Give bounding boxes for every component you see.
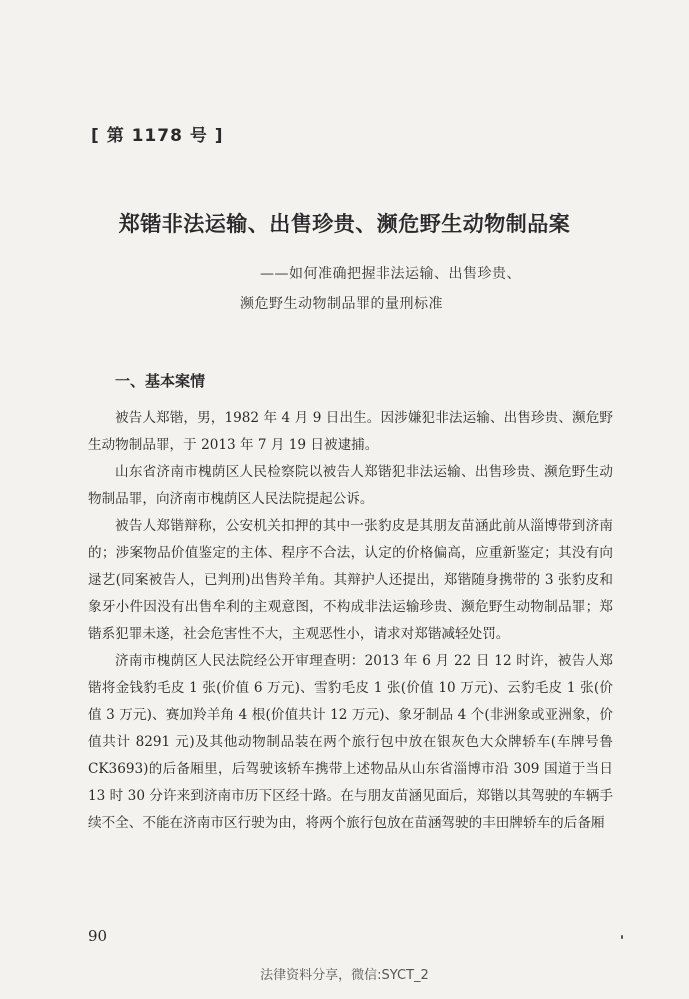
- case-number: [ 第 1178 号 ]: [91, 126, 224, 146]
- subtitle-line-2: 濒危野生动物制品罪的量刑标准: [240, 296, 443, 312]
- section-heading: 一、基本案情: [115, 372, 206, 390]
- paragraph: 被告人郑锴辩称，公安机关扣押的其中一张豹皮是其朋友苗涵此前从淄博带到济南的；涉案物品价值鉴定的主体、程序不合法，认定的价格偏高，应重新鉴定；其没有向逯艺(同案被告人，已判刑)出售羚羊角。其辩护人还提出，郑锴随身携带的 3 张豹皮和象牙小件因没有出售牟利的主观意图，不构成非法运输珍贵、濒危野生动物制品罪；郑锴系犯罪未遂，社会危害性不大，主观恶性小，请求对郑锴减轻处罚。: [88, 518, 613, 642]
- paragraph: 山东省济南市槐荫区人民检察院以被告人郑锴犯非法运输、出售珍贵、濒危野生动物制品罪，向济南市槐荫区人民法院提起公诉。: [88, 464, 613, 507]
- body-text: [88, 405, 613, 837]
- subtitle-line-1: ——如何准确把握非法运输、出售珍贵、: [260, 266, 521, 282]
- paragraph: 被告人郑锴，男，1982 年 4 月 9 日出生。因涉嫌犯非法运输、出售珍贵、濒危野生动物制品罪，于 2013 年 7 月 19 日被逮捕。: [88, 410, 613, 453]
- scan-speck: [621, 935, 623, 939]
- case-title: 郑锴非法运输、出售珍贵、濒危野生动物制品案: [118, 212, 571, 236]
- page-number: 90: [88, 927, 108, 945]
- footer-watermark: 法律资料分享，微信:SYCT_2: [260, 968, 429, 983]
- paragraph: 济南市槐荫区人民法院经公开审理查明：2013 年 6 月 22 日 12 时许，被告人郑锴将金钱豹毛皮 1 张(价值 6 万元)、雪豹毛皮 1 张(价值 10 万元)、云豹毛皮 1 张(价值 3 万元)、赛加羚羊角 4 根(价值共计 12 万元)、象牙制品 4 个(非洲象或亚洲象，价值共计 8291 元)及其他动物制品装在两个旅行包中放在银灰色大众牌轿车(车牌号鲁 CK3693)的后备厢里，后驾驶该轿车携带上述物品从山东省淄博市沿 309 国道于当日 13 时 30 分许来到济南市历下区经十路。在与朋友苗涵见面后，郑锴以其驾驶的车辆手续不全、不能在济南市区行驶为由，将两个旅行包放在苗涵驾驶的丰田牌轿车的后备厢: [88, 653, 613, 831]
